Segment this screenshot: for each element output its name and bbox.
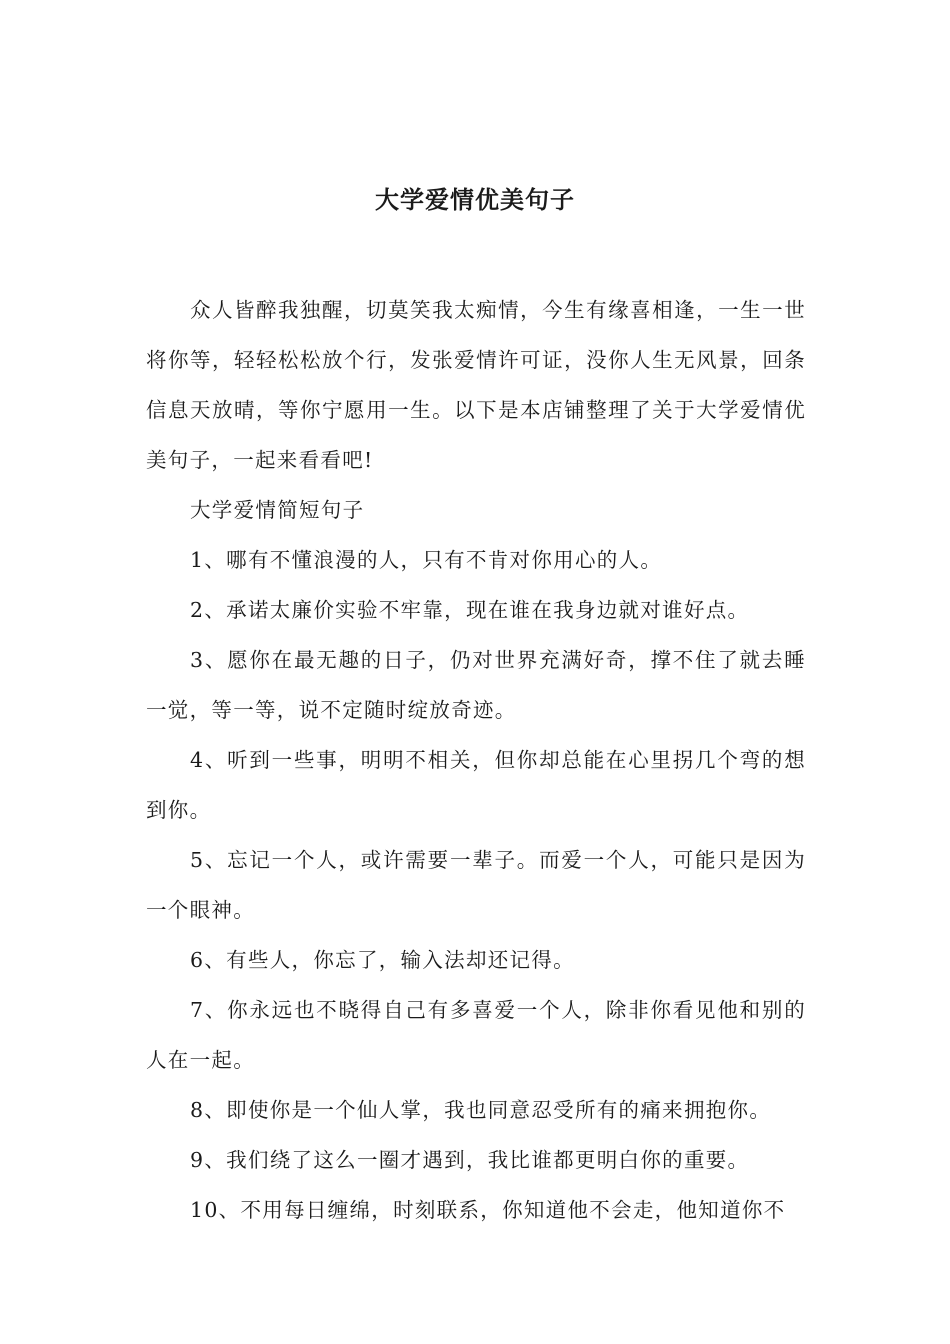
document-title: 大学爱情优美句子 <box>375 185 575 214</box>
list-item: 6、有些人，你忘了，输入法却还记得。 <box>190 948 575 972</box>
list-item: 4、听到一些事，明明不相关，但你却总能在心里拐几个弯的想到你。 <box>146 748 806 822</box>
document-body <box>146 285 806 1235</box>
list-item: 5、忘记一个人，或许需要一辈子。而爱一个人，可能只是因为一个眼神。 <box>146 848 806 922</box>
list-item: 10、不用每日缠绵，时刻联系，你知道他不会走，他知道你不 <box>190 1198 786 1222</box>
list-item: 8、即使你是一个仙人掌，我也同意忍受所有的痛来拥抱你。 <box>190 1098 772 1122</box>
list-item: 7、你永远也不晓得自己有多喜爱一个人，除非你看见他和别的人在一起。 <box>146 998 806 1072</box>
list-item: 9、我们绕了这么一圈才遇到，我比谁都更明白你的重要。 <box>190 1148 750 1172</box>
list-item: 2、承诺太廉价实验不牢靠，现在谁在我身边就对谁好点。 <box>190 598 750 622</box>
section-heading: 大学爱情简短句子 <box>190 498 365 522</box>
list-item: 1、哪有不懂浪漫的人，只有不肯对你用心的人。 <box>190 548 663 572</box>
intro-paragraph: 众人皆醉我独醒，切莫笑我太痴情，今生有缘喜相逢，一生一世将你等，轻轻松松放个行，发张爱情许可证，没你人生无风景，回条信息天放晴，等你宁愿用一生。以下是本店铺整理了关于大学爱情优美句子，一起来看看吧! <box>146 298 806 472</box>
list-item: 3、愿你在最无趣的日子，仍对世界充满好奇，撑不住了就去睡一觉，等一等，说不定随时绽放奇迹。 <box>146 648 806 722</box>
